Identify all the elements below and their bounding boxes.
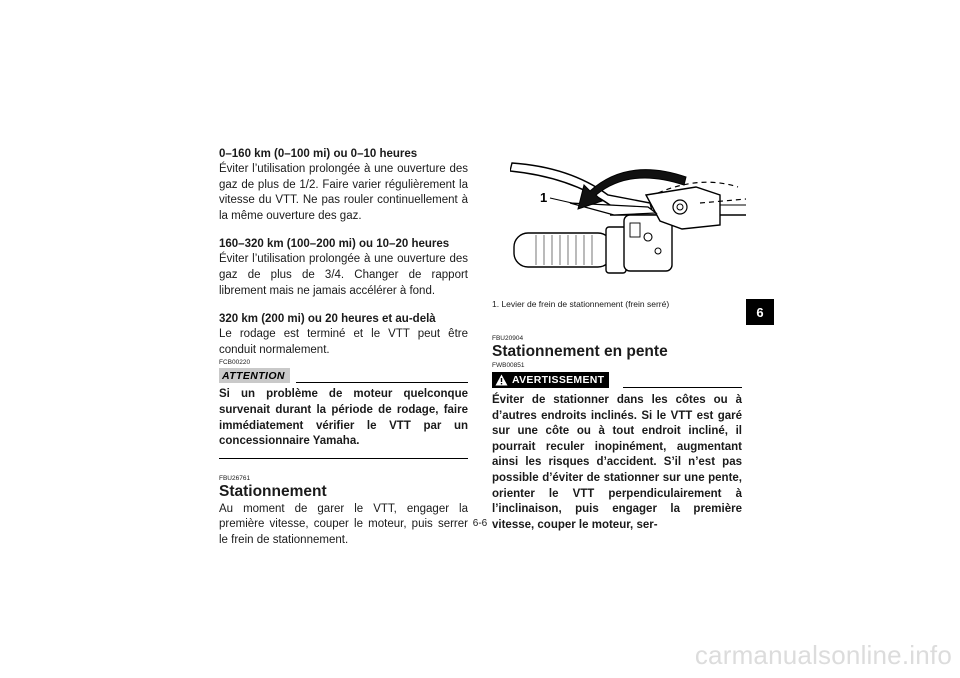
callout-number: 1	[540, 190, 548, 205]
breakin-stage-1-text: Éviter l’utilisation prolongée à une ouverture des gaz de plus de 1/2. Faire varier régulièrement la vitesse du VTT. Ne pas rouler continuellement à la même ouverture des gaz.	[219, 163, 468, 222]
attention-code: FCB00220	[219, 359, 251, 367]
warning-rule	[623, 387, 742, 388]
parking-text: Au moment de garer le VTT, engager la première vitesse, couper le moteur, puis serrer le frein de stationnement.	[219, 502, 468, 546]
attention-end-rule	[219, 458, 468, 459]
attention-header	[219, 368, 468, 383]
warning-label: AVERTISSEMENT	[512, 374, 605, 386]
breakin-stage-3-text: Le rodage est terminé et le VTT peut être conduit normalement.	[219, 328, 468, 356]
warning-text: Éviter de stationner dans les côtes ou à d’autres endroits inclinés. Si le VTT est garé sur une côte ou à tout endroit incliné, il pourrait reculer inopinément, augmentant ainsi les risques d’accident. S’il n’est pas possible d’éviter de stationner sur une pente, orienter le VTT perpendiculairement à l’inclinaison, puis engager la première vitesse, couper le moteur, ser-	[492, 394, 742, 531]
parking-brake-illustration	[510, 155, 746, 290]
breakin-stage-2-heading: 160–320 km (100–200 mi) ou 10–20 heures	[219, 238, 450, 251]
attention-badge: ATTENTION	[219, 368, 290, 383]
warning-badge	[492, 372, 609, 388]
warning-triangle-icon	[495, 374, 508, 386]
breakin-stage-2-text: Éviter l’utilisation prolongée à une ouverture des gaz de plus de 3/4. Changer de rapport librement mais ne jamais accélérer à fond.	[219, 253, 468, 297]
right-column	[492, 334, 742, 533]
parking-code: FBU26761	[219, 474, 251, 482]
breakin-stage-1-heading: 0–160 km (0–100 mi) ou 0–10 heures	[219, 148, 418, 160]
attention-text: Si un problème de moteur quelconque survenait durant la période de rodage, faire immédiatement vérifier le VTT par un concessionnaire Yamaha.	[219, 388, 468, 448]
illustration-caption: 1. Levier de frein de stationnement (frein serré)	[492, 299, 670, 309]
parking-title: Stationnement	[219, 482, 327, 500]
grip-icon	[514, 227, 626, 273]
attention-rule	[296, 382, 468, 383]
left-column	[219, 147, 468, 549]
slope-code: FBU20904	[492, 335, 524, 342]
watermark: carmanualsonline.info	[694, 640, 952, 670]
slope-title: Stationnement en pente	[492, 343, 668, 360]
warning-header	[492, 372, 742, 388]
chapter-tab: 6	[746, 299, 774, 325]
page-number: 6-6	[472, 518, 488, 529]
breakin-stage-3-heading: 320 km (200 mi) ou 20 heures et au-delà	[219, 313, 436, 326]
warning-code: FWB00851	[492, 362, 525, 369]
